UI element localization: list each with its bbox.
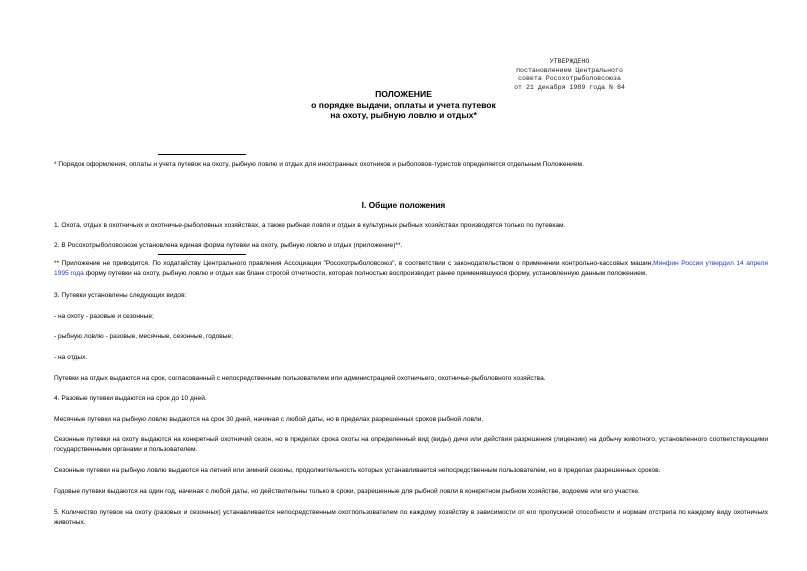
- title-line-3: на охоту, рыбную ловлю и отдых*: [330, 110, 477, 120]
- paragraph-1: 1. Охота, отдых в охотничьих и охотничье-рыболовных хозяйствах, а также рыбная ловля и отдых в культурных рыбных хозяйствах производятся только по путевкам.: [54, 222, 566, 229]
- footnote-1: * Порядок оформления, оплаты и учета путевок на охоту, рыбную ловлю и отдых для иностранных охотников и рыболовов-туристов определяется отдельным Положением.: [54, 161, 584, 168]
- paragraph-rest-terms: Путевки на отдых выдаются на срок, согласованный с непосредственным пользователем или администрацией охотничьего, охотничье-рыболовного хозяйства.: [54, 375, 546, 382]
- approval-line-4: от 21 декабря 1989 года N 84: [514, 83, 625, 91]
- paragraph-season-hunt: Сезонные путевки на охоту выдаются на конкретный охотничий сезон, но в пределах срока охоты на определенный вид (виды) дичи или действия разрешения (лицензии) на добычу животного, установленного соответствующими государственными органами и пользователем.: [54, 436, 768, 453]
- approval-stamp: [487, 58, 652, 92]
- footnote-2-text-end: форму путевки на охоту, рыбную ловлю и отдых как бланк строгой отчетности, которая полностью воспроизводит ранее применявшуюся форму, установленную данным положением.: [83, 269, 648, 277]
- title-line-2: о порядке выдачи, оплаты и учета путевок: [311, 99, 496, 110]
- paragraph-4: 4. Разовые путевки выдаются на срок до 10 дней.: [54, 395, 207, 402]
- paragraph-yearly: Годовые путевки выдаются на один год, начиная с любой даты, но действительны только в сроки, разрешенные для рыбной ловли в конкретном рыбном хозяйстве, водоеме или его участке.: [54, 488, 640, 495]
- list-item-fishing: - рыбную ловлю - разовые, месячные, сезонные, годовые;: [54, 333, 234, 340]
- list-item-rest: - на отдых.: [54, 354, 88, 361]
- list-item-hunting: - на охоту - разовые и сезонные;: [54, 313, 154, 320]
- approval-line-2: постановлением Центрального: [516, 66, 623, 74]
- footnote-2: [54, 259, 768, 278]
- paragraph-5: 5. Количество путевок на охоту (разовых и сезонных) устанавливается непосредственным охотпользователем по каждому хозяйству в зависимости от его пропускной способности и нормам отстрела по каждому виду охотничьих животных.: [54, 509, 768, 526]
- paragraph-monthly: Месячные путевки на рыбную ловлю выдаются на срок 30 дней, начиная с любой даты, но в пределах разрешенных сроков рыбной ловли.: [54, 416, 484, 423]
- document-title: [0, 89, 807, 121]
- paragraph-3: 3. Путевки установлены следующих видов:: [54, 292, 187, 299]
- section-heading: I. Общие положения: [361, 200, 446, 210]
- footnote-divider-2: [158, 254, 246, 255]
- approval-line-3: совета Росохотрыболовсоюза: [518, 75, 621, 83]
- decree-link[interactable]: Минфин России утвердил 14 апреля 1995 года: [54, 260, 768, 277]
- approval-line-1: УТВЕРЖДЕНО: [549, 58, 590, 65]
- paragraph-season-fish: Сезонные путевки на рыбную ловлю выдаются на летний или зимний сезоны, продолжительность которых устанавливается непосредственным пользователем, но в пределах разрешенных сроков.: [54, 467, 661, 474]
- title-line-1: ПОЛОЖЕНИЕ: [375, 89, 432, 99]
- footnote-2-text: ** Приложение не приводится. По ходатайству Центрального правления Ассоциации "Росохотрыболовсоюз", в соответствии с законодательством о применении контрольно-кассовых машин,: [54, 260, 654, 267]
- paragraph-2: 2. В Росохотрыболовсоюзе установлена единая форма путевки на охоту, рыбную ловлю и отдых (приложение)**.: [54, 242, 403, 249]
- footnote-divider: [158, 154, 246, 155]
